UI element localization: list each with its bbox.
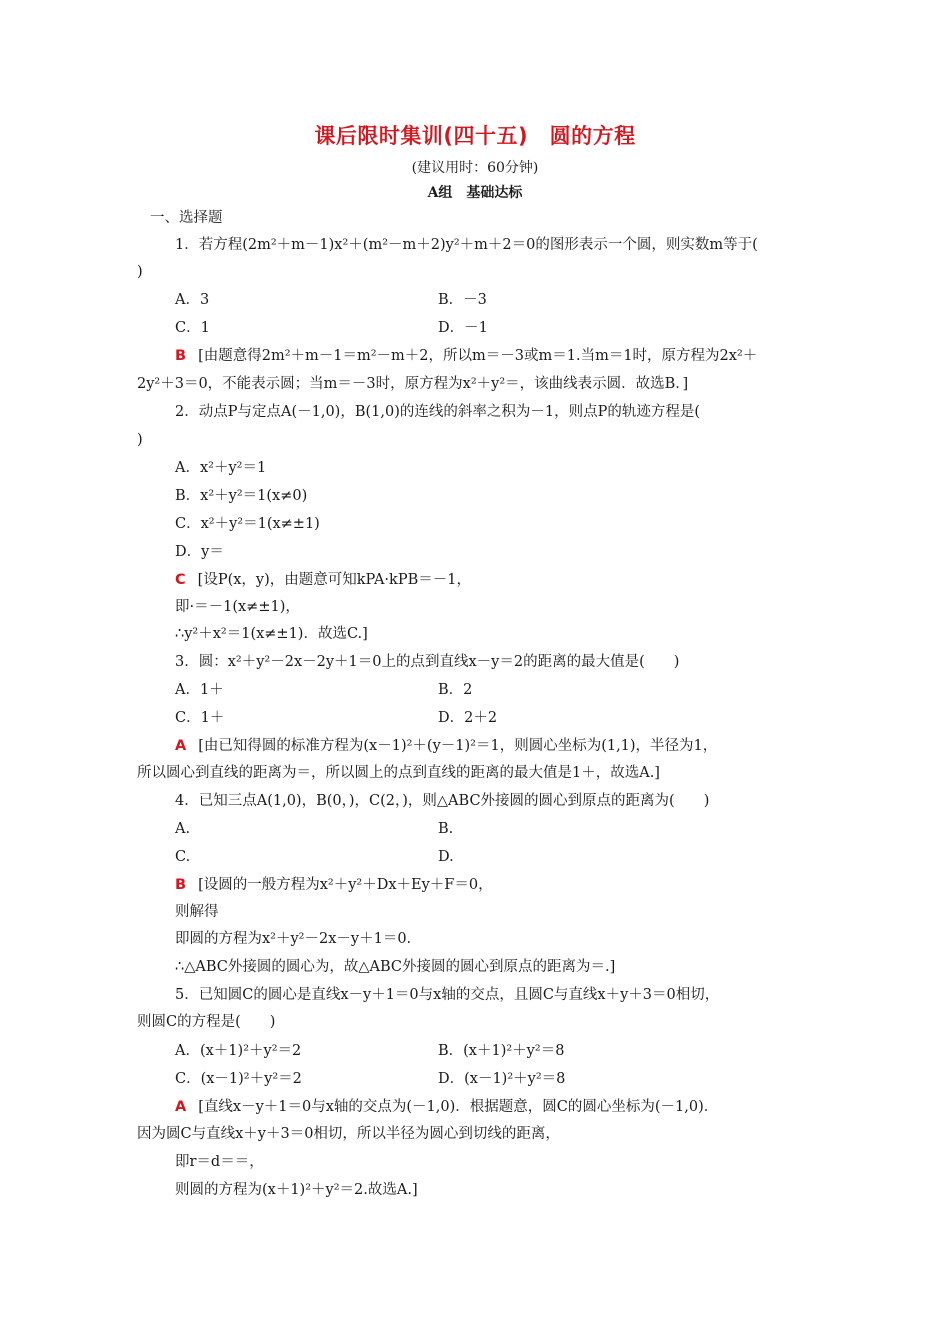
q2-option-d: D．y＝: [175, 544, 224, 560]
q3-solution-line2: 所以圆心到直线的距离为＝，所以圆上的点到直线的距离的最大值是1＋，故选A.]: [137, 765, 660, 781]
q5-solution-line3: 即r＝d＝＝，: [175, 1154, 264, 1170]
q5-option-a: A．(x＋1)²＋y²＝2: [175, 1043, 302, 1059]
q2-option-a: A．x²＋y²＝1: [175, 460, 267, 476]
q5-solution: [175, 1097, 718, 1117]
q2-stem: 2．动点P与定点A(－1,0)，B(1,0)的连线的斜率之积为－1，则点P的轨迹方程是(: [175, 404, 700, 420]
page-subtitle: (建议用时：60分钟): [411, 160, 539, 176]
q3-solution-line1: [由已知得圆的标准方程为(x－1)²＋(y－1)²＝1，则圆心坐标为(1,1)，半径为1，: [198, 738, 718, 754]
q3-option-d: D．2＋2: [438, 710, 498, 726]
q3-option-a: A．1＋: [175, 682, 224, 698]
q4-solution-line4: ∴△ABC外接圆的圆心为，故△ABC外接圆的圆心到原点的距离为＝.]: [175, 959, 616, 975]
q4-option-a: A.: [175, 821, 191, 837]
q1-solution-line2: 2y²＋3＝0，不能表示圆；当m＝－3时，原方程为x²＋y²＝，该曲线表示圆．故选B．]: [137, 376, 689, 392]
q4-option-d: D.: [438, 849, 454, 865]
q5-stem-line2: 则圆C的方程是( ): [137, 1014, 276, 1030]
q2-solution: [175, 570, 471, 590]
q2-stem-end: ): [137, 432, 143, 448]
q3-answer: A: [175, 738, 187, 754]
q5-answer: A: [175, 1099, 187, 1115]
page-title: 课后限时集训(四十五) 圆的方程: [314, 124, 636, 148]
q5-solution-line2: 因为圆C与直线x＋y＋3＝0相切，所以半径为圆心到切线的距离，: [137, 1126, 560, 1142]
q4-solution-line3: 即圆的方程为x²＋y²－2x－y＋1＝0.: [175, 931, 412, 947]
q1-option-d: D．－1: [438, 320, 488, 336]
q2-solution-line3: ∴y²＋x²＝1(x≠±1)．故选C.]: [175, 626, 368, 642]
q4-option-c: C.: [175, 849, 191, 865]
q1-option-c: C．1: [175, 320, 210, 336]
q2-solution-line2: 即·＝－1(x≠±1)，: [175, 599, 300, 615]
q4-solution: [175, 875, 493, 895]
q3-solution: [175, 736, 717, 756]
q5-solution-line4: 则圆的方程为(x＋1)²＋y²＝2.故选A.]: [175, 1182, 418, 1198]
q3-stem: 3．圆：x²＋y²－2x－2y＋1＝0上的点到直线x－y＝2的距离的最大值是( ): [175, 654, 680, 670]
q5-solution-line1: [直线x－y＋1＝0与x轴的交点为(－1,0)．根据题意，圆C的圆心坐标为(－1,0)．: [198, 1099, 719, 1115]
q1-solution: [175, 346, 757, 366]
q3-option-b: B．2: [438, 682, 473, 698]
q4-solution-line1: [设圆的一般方程为x²＋y²＋Dx＋Ey＋F＝0，: [198, 877, 493, 893]
section-heading: 一、选择题: [150, 210, 223, 226]
q1-stem-end: ): [137, 264, 143, 280]
q4-option-b: B.: [438, 821, 454, 837]
group-heading: A组 基础达标: [427, 185, 523, 201]
q4-solution-line2: 则解得: [175, 904, 219, 920]
q1-option-b: B．－3: [438, 292, 487, 308]
q3-option-c: C．1＋: [175, 710, 225, 726]
q4-answer: B: [175, 877, 187, 893]
q1-solution-line1: [由题意得2m²＋m－1＝m²－m＋2，所以m＝－3或m＝1.当m＝1时，原方程为2x²＋: [198, 348, 758, 364]
q5-option-c: C．(x－1)²＋y²＝2: [175, 1071, 302, 1087]
q1-answer: B: [175, 348, 187, 364]
q5-option-b: B．(x＋1)²＋y²＝8: [438, 1043, 565, 1059]
q5-stem: 5．已知圆C的圆心是直线x－y＋1＝0与x轴的交点，且圆C与直线x＋y＋3＝0相切，: [175, 987, 720, 1003]
q4-stem: 4．已知三点A(1,0)，B(0，)，C(2，)，则△ABC外接圆的圆心到原点的距离为( ): [175, 793, 710, 809]
q2-answer: C: [175, 572, 186, 588]
q2-option-c: C．x²＋y²＝1(x≠±1): [175, 516, 320, 532]
q5-option-d: D．(x－1)²＋y²＝8: [438, 1071, 566, 1087]
q1-stem: 1．若方程(2m²＋m－1)x²＋(m²－m＋2)y²＋m＋2＝0的图形表示一个圆，则实数m等于(: [175, 237, 758, 253]
q1-option-a: A．3: [175, 292, 210, 308]
q2-solution-line1: [设P(x，y)，由题意可知kPA·kPB＝－1，: [197, 572, 471, 588]
q2-option-b: B．x²＋y²＝1(x≠0): [175, 488, 308, 504]
